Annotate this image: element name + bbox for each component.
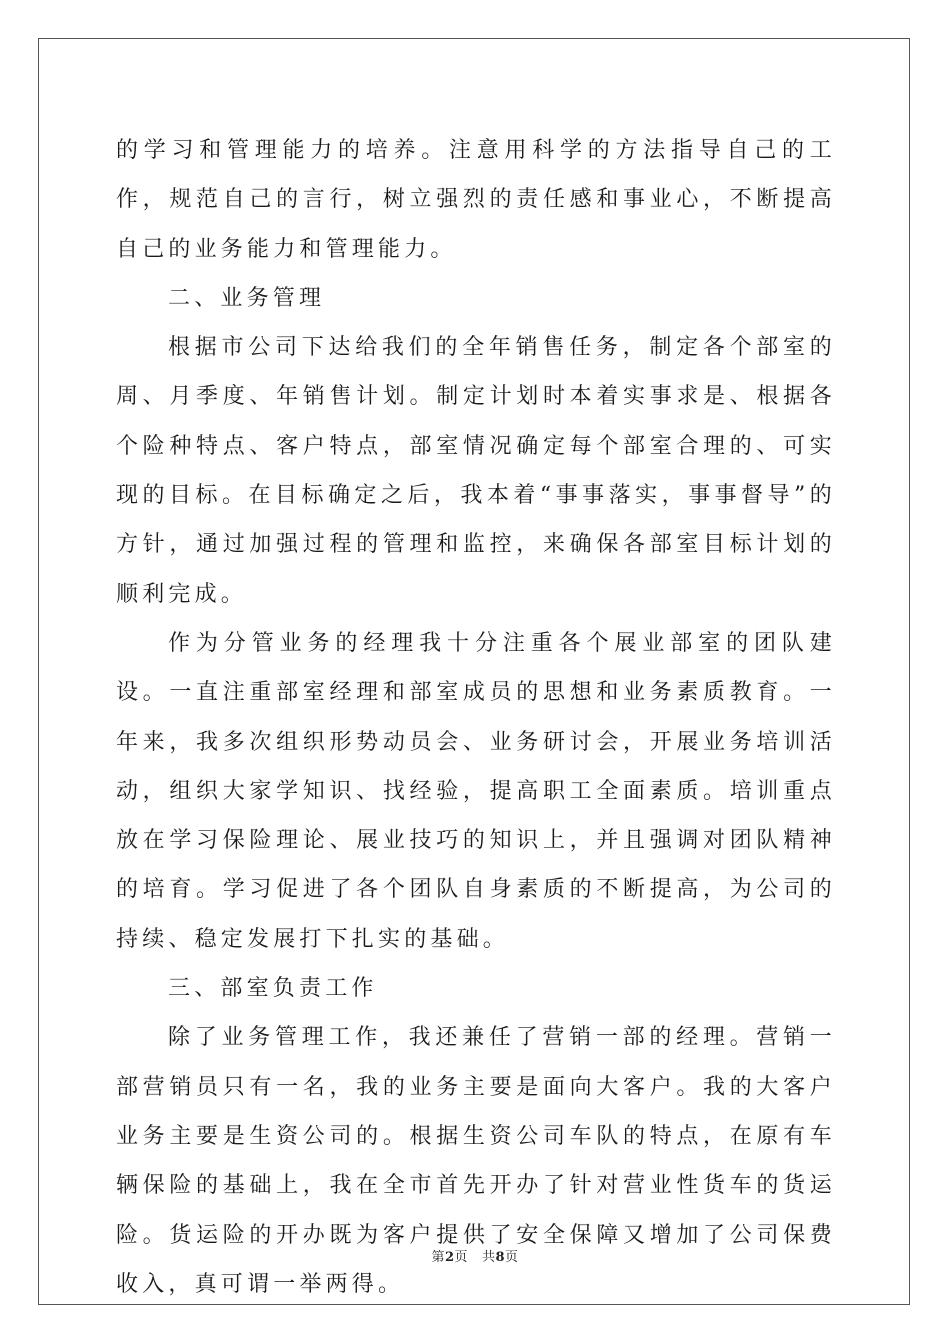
section-heading-department-work: 三、部室负责工作 (168, 976, 378, 1002)
paragraph-team-building: 作为分管业务的经理我十分注重各个展业部室的团队建设。一直注重部室经理和部室成员的思想和业务素质教育。一年来，我多次组织形势动员会、业务研讨会，开展业务培训活动，组织大家学知识、找经验，提高职工全面素质。培训重点放在学习保险理论、展业技巧的知识上，并且强调对团队精神的培育。学习促进了各个团队自身素质的不断提高，为公司的持续、稳定发展打下扎实的基础。 (116, 630, 836, 952)
page-footer (0, 1246, 950, 1265)
paragraph-continuation: 的学习和管理能力的培养。注意用科学的方法指导自己的工作，规范自己的言行，树立强烈的责任感和事业心，不断提高自己的业务能力和管理能力。 (116, 138, 836, 262)
paragraph-sales-planning: 根据市公司下达给我们的全年销售任务，制定各个部室的周、月季度、年销售计划。制定计划时本着实事求是、根据各个险种特点、客户特点，部室情况确定每个部室合理的、可实现的目标。在目标确定之后，我本着“事事落实，事事督导”的方针，通过加强过程的管理和监控，来确保各部室目标计划的顺利完成。 (116, 335, 836, 607)
document-body (116, 126, 836, 1309)
section-heading-business-management: 二、业务管理 (168, 285, 326, 311)
total-prefix: 共 (481, 1250, 496, 1265)
page-prefix: 第 (431, 1250, 445, 1265)
page-current: 2 (444, 1250, 455, 1265)
paragraph-department-work: 除了业务管理工作，我还兼任了营销一部的经理。营销一部营销员只有一名，我的业务主要是面向大客户。我的大客户业务主要是生资公司的。根据生资公司车队的特点，在原有车辆保险的基础上，我在全市首先开办了针对营业性货车的货运险。货运险的开办既为客户提供了安全保障又增加了公司保费收入，真可谓一举两得。 (116, 1025, 836, 1297)
page-suffix: 页 (454, 1250, 469, 1265)
page-total: 8 (495, 1250, 506, 1265)
total-suffix: 页 (505, 1250, 519, 1265)
